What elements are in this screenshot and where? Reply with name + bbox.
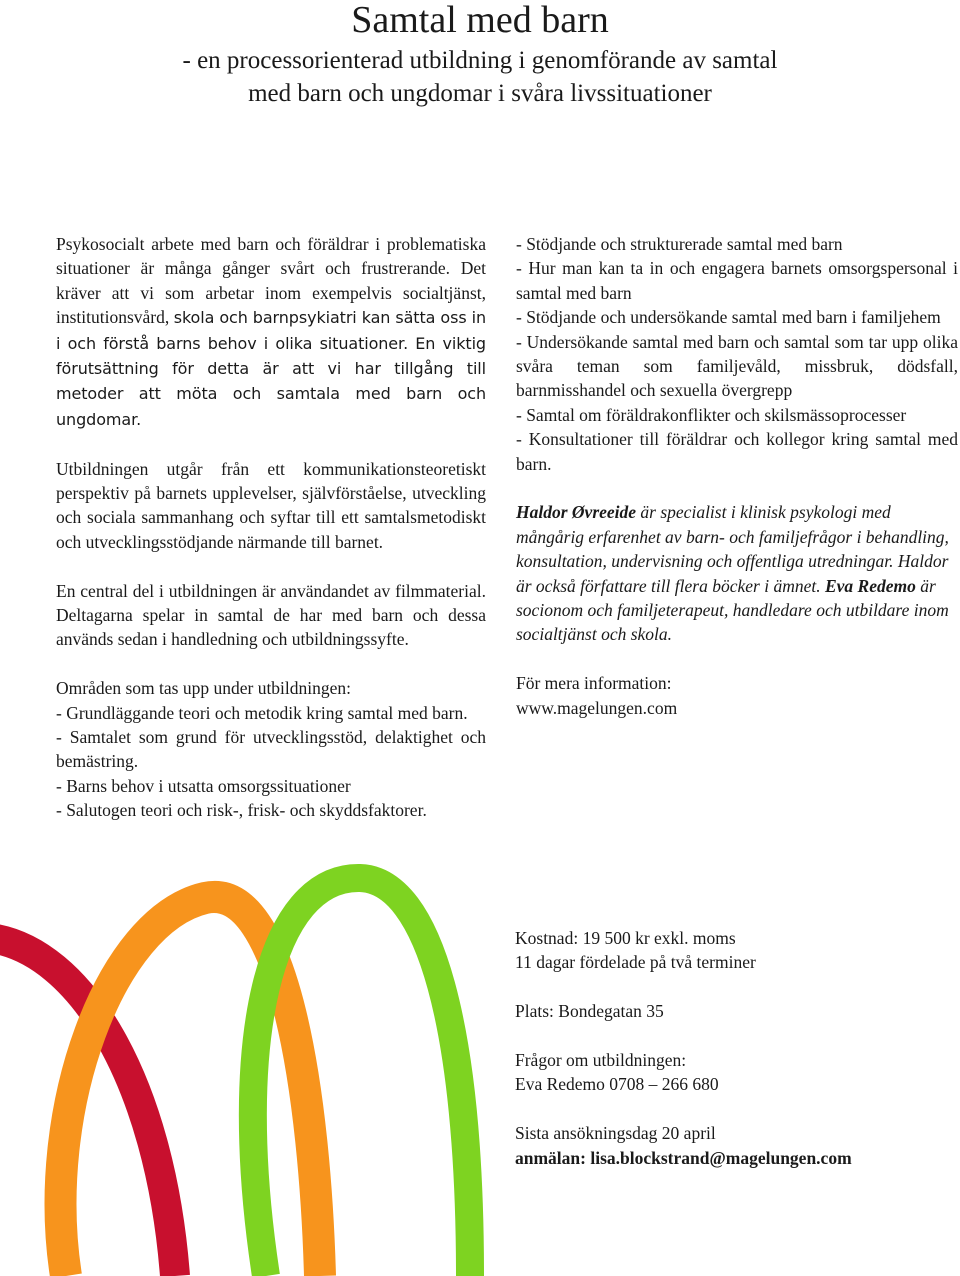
list-item: - Grundläggande teori och metodik kring samtal med barn. xyxy=(56,702,468,723)
list-item: - Barns behov i utsatta omsorgssituationer xyxy=(56,775,351,796)
more-info xyxy=(516,671,958,720)
application-block xyxy=(515,1121,935,1170)
list-item: - Undersökande samtal med barn och samtal som tar upp olika svåra teman som familjevåld, missbruk, dödsfall, barnmisshandel och sexuella övergrepp xyxy=(516,331,958,401)
place-text: Plats: Bondegatan 35 xyxy=(515,1001,664,1022)
list-item: - Salutogen teori och risk-, frisk- och skyddsfaktorer. xyxy=(56,800,427,821)
list-item: - Stödjande och strukturerade samtal med barn xyxy=(516,234,843,254)
contact-text: Eva Redemo 0708 – 266 680 xyxy=(515,1074,719,1095)
more-info-label: För mera information: xyxy=(516,673,672,694)
right-column xyxy=(516,232,958,744)
red-ring xyxy=(0,938,175,1276)
green-ring xyxy=(253,878,470,1276)
list-item: - Hur man kan ta in och engagera barnets omsorgspersonal i samtal med barn xyxy=(516,258,958,303)
bio-name-eva: Eva Redemo xyxy=(824,575,916,596)
subtitle-line-1: - en processorienterad utbildning i genomförande av samtal xyxy=(182,47,778,74)
intro-text-serif: Psykosocialt arbete med barn och föräldrar i problematiska situationer är många gånger svårt och frustrerande. Det kräver att vi som arbetar inom exempelvis socialtjänst, institutionsvård, xyxy=(56,234,486,328)
list-item: - Samtalet som grund för utvecklingsstöd, delaktighet och bemästring. xyxy=(56,727,486,772)
film-paragraph: En central del i utbildningen är användandet av filmmaterial. Deltagarna spelar in samtal de har med barn och dessa används sedan i handledning och utbildningssyfte. xyxy=(56,580,486,650)
questions-label: Frågor om utbildningen: xyxy=(515,1050,687,1070)
list-item: - Stödjande och undersökande samtal med barn i familjehem xyxy=(516,307,941,328)
document-title: Samtal med barn xyxy=(351,0,609,41)
questions-block xyxy=(515,1048,935,1097)
intro-paragraph xyxy=(56,232,486,432)
bio-text-eva: är socionom och familjeterapeut, handledare och utbildare inom socialtjänst och skola. xyxy=(516,575,949,645)
place-block xyxy=(515,999,935,1023)
document-subtitle xyxy=(0,44,960,110)
presenters-bio xyxy=(516,500,958,646)
topics-list xyxy=(516,232,958,476)
more-info-url[interactable]: www.magelungen.com xyxy=(516,697,678,718)
list-item: - Samtal om föräldrakonflikter och skilsmässoprocesser xyxy=(516,404,907,425)
cost-block xyxy=(515,926,935,975)
course-info xyxy=(515,926,935,1194)
days-text: 11 dagar fördelade på två terminer xyxy=(515,952,756,973)
cost-text: Kostnad: 19 500 kr exkl. moms xyxy=(515,928,736,948)
areas-heading: Områden som tas upp under utbildningen: xyxy=(56,678,352,699)
areas-list xyxy=(56,676,486,822)
bio-name-haldor: Haldor Øvreeide xyxy=(516,502,637,523)
apply-email[interactable]: anmälan: lisa.blockstrand@magelungen.com xyxy=(515,1147,852,1168)
orange-ring xyxy=(61,897,320,1276)
perspective-paragraph: Utbildningen utgår från ett kommunikationsteoretiskt perspektiv på barnets upplevelser, självförståelse, utveckling och sociala sammanhang och syftar till ett samtalsmetodiskt och utvecklingsstödjande närmande till barnet. xyxy=(56,458,486,552)
bio-text-haldor: är specialist i klinisk psykologi med mångårig erfarenhet av barn- och familjefrågor i behandling, konsultation, undervisning och offentliga utredningar. Haldor är också författare till flera böcker i ämnet. xyxy=(516,502,949,596)
deadline-text: Sista ansökningsdag 20 april xyxy=(515,1123,716,1144)
subtitle-line-2: med barn och ungdomar i svåra livssituationer xyxy=(248,80,712,107)
intro-text-sans: skola och barnpsykiatri kan sätta oss in i och förstå barns behov i olika situationer. En viktig förutsättning för detta är att vi har tillgång till metoder att möta och samtala med barn och ungdomar. xyxy=(56,308,486,429)
left-column xyxy=(56,232,486,823)
list-item: - Konsultationer till föräldrar och kollegor kring samtal med barn. xyxy=(516,429,958,474)
